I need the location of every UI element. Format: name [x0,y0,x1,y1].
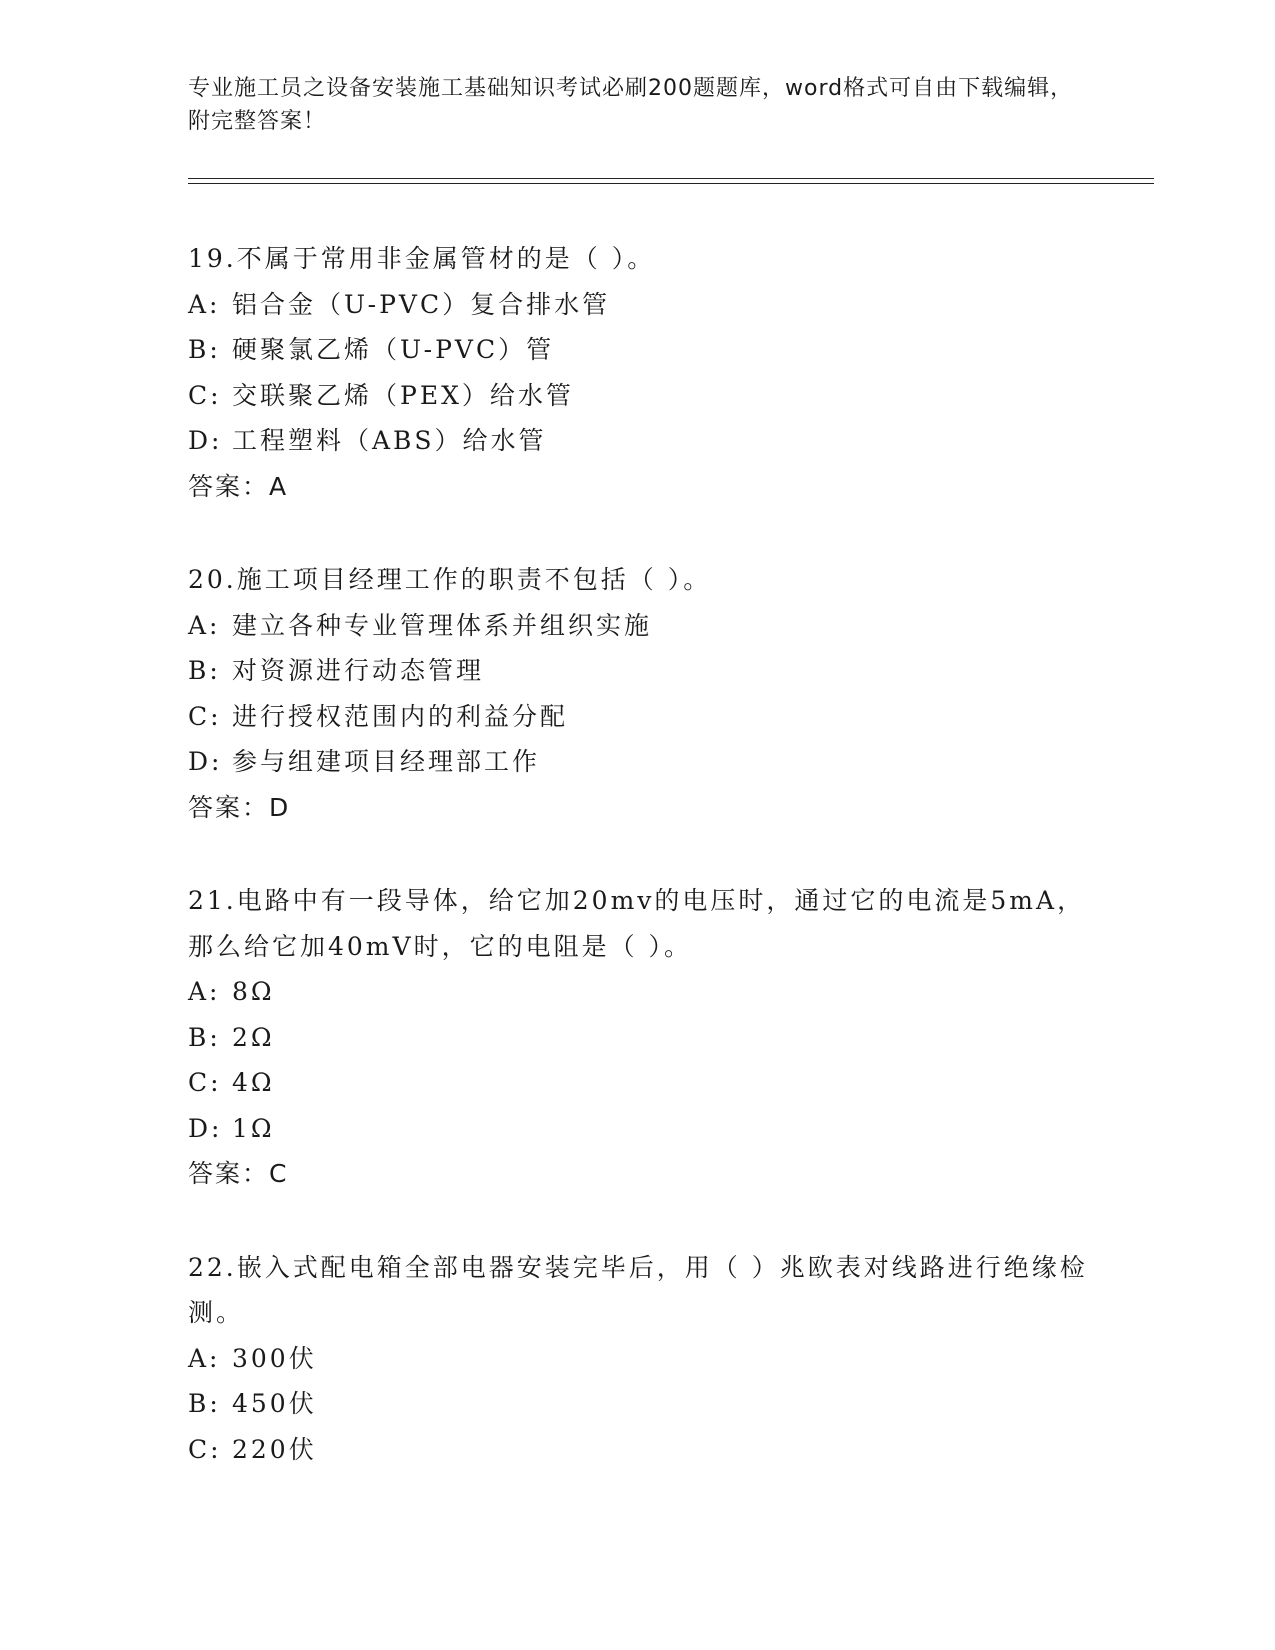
option-text: 1Ω [232,1113,275,1143]
option-b [188,648,1088,694]
option-text: 进行授权范围内的利益分配 [232,701,569,731]
question-stem: 21.电路中有一段导体，给它加20mv的电压时，通过它的电流是5mA，那么给它加40mV时，它的电阻是（ ）。 [188,886,1086,961]
option-text: 建立各种专业管理体系并组织实施 [232,610,653,640]
option-d [188,739,1088,785]
option-letter: B: [188,656,221,685]
answer-line: 答案：C [188,1159,289,1188]
header-divider-bottom [188,183,1154,184]
option-letter: A: [188,977,221,1006]
option-a [188,969,1088,1015]
option-b [188,1381,1088,1427]
option-text: 2Ω [232,1022,275,1052]
option-text: 铝合金（U-PVC）复合排水管 [232,289,611,319]
option-letter: D: [188,747,223,776]
option-letter: C: [188,701,222,731]
option-text: 220伏 [232,1434,317,1464]
option-text: 硬聚氯乙烯（U-PVC）管 [232,335,555,364]
option-b [188,1015,1088,1061]
option-b [188,327,1088,373]
document-header: 专业施工员之设备安装施工基础知识考试必刷200题题库，word格式可自由下载编辑，附完整答案！ [188,76,1074,134]
option-c [188,1060,1088,1106]
question-stem: 19.不属于常用非金属管材的是（ ）。 [188,244,656,273]
option-d [188,418,1088,464]
option-c [188,1427,1088,1473]
option-text: 参与组建项目经理部工作 [232,747,541,776]
option-d [188,1106,1088,1152]
question-20 [188,557,1088,830]
option-c [188,373,1088,419]
option-a [188,1336,1088,1382]
question-21 [188,878,1088,1197]
option-letter: A: [188,1343,221,1373]
option-a [188,603,1088,649]
option-letter: C: [188,1434,222,1464]
question-19 [188,236,1088,509]
option-letter: B: [188,1389,221,1418]
option-a [188,282,1088,328]
option-letter: D: [188,426,223,455]
question-22 [188,1245,1088,1473]
option-text: 交联聚乙烯（PEX）给水管 [232,380,574,410]
question-stem: 22.嵌入式配电箱全部电器安装完毕后，用（ ）兆欧表对线路进行绝缘检测。 [188,1252,1088,1327]
option-letter: C: [188,1068,222,1097]
option-letter: A: [188,610,221,640]
header-divider-top [188,178,1154,179]
option-text: 工程塑料（ABS）给水管 [232,426,547,455]
option-letter: A: [188,289,221,319]
option-letter: B: [188,1022,221,1052]
option-c [188,694,1088,740]
option-letter: C: [188,380,222,410]
question-list [188,236,1088,1520]
answer-line: 答案：D [188,792,291,822]
option-text: 300伏 [232,1343,317,1373]
question-stem: 20.施工项目经理工作的职责不包括（ ）。 [188,565,712,594]
option-text: 8Ω [232,977,275,1006]
option-text: 对资源进行动态管理 [232,656,485,685]
option-text: 450伏 [232,1389,317,1418]
option-letter: D: [188,1113,223,1143]
option-text: 4Ω [232,1068,275,1097]
answer-line: 答案：A [188,471,289,501]
option-letter: B: [188,335,221,364]
